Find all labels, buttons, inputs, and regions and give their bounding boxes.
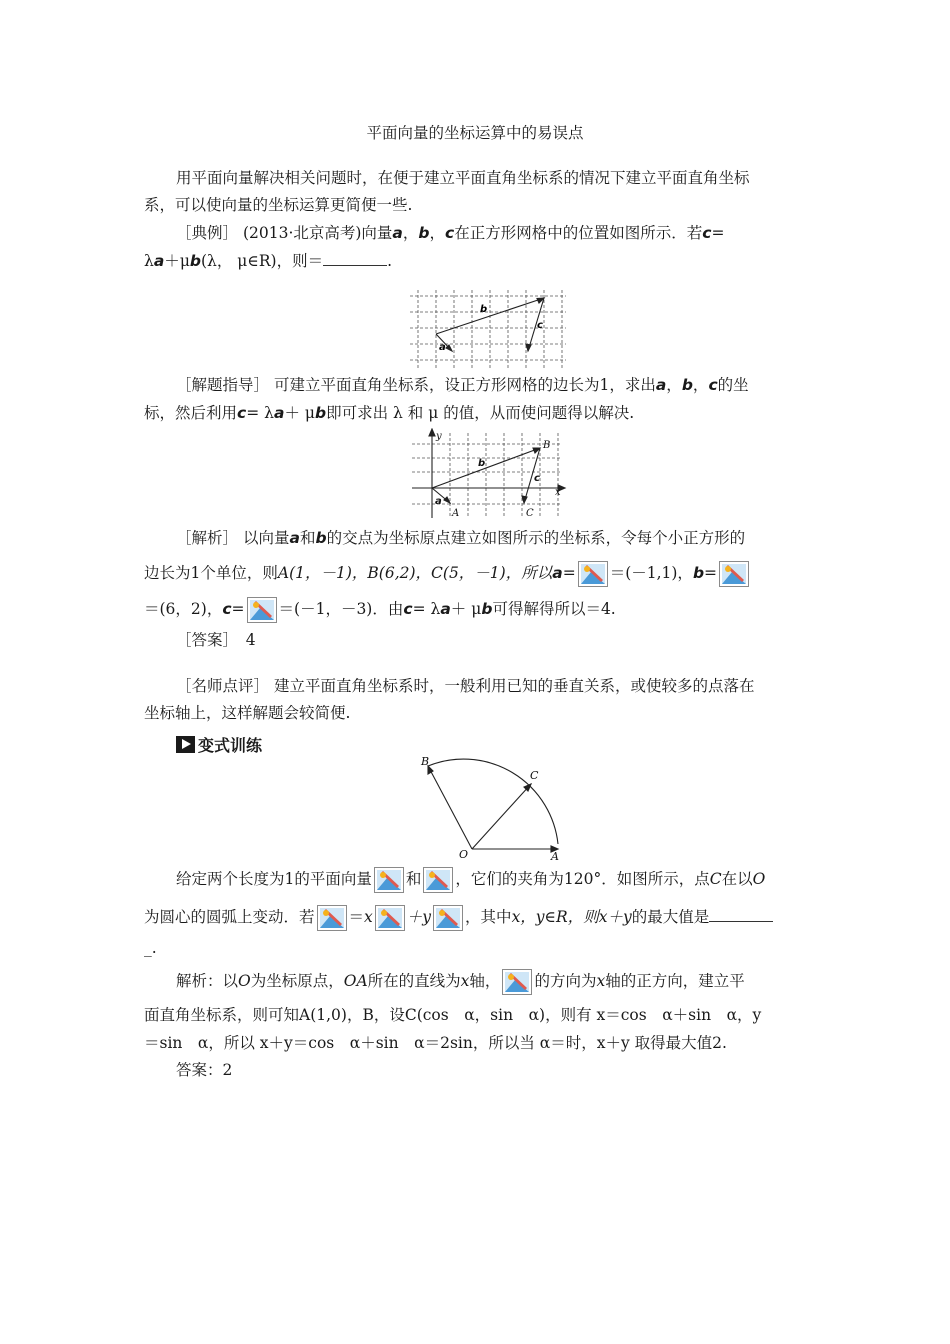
vector-b: b [681,376,693,394]
lambda: λ [144,252,154,270]
solution-text: 解析：以 [176,972,239,990]
equals: = [562,564,576,582]
vector-b: b [418,224,430,242]
point-O: O [238,972,251,990]
variant-heading-text: 变式训练 [198,736,263,755]
equals: = [231,600,245,618]
vector-b: b [692,564,705,582]
arrowhead [444,497,450,503]
problem-text: 为圆心的圆弧上变动．若 [144,908,315,926]
solution-line-2: 面直角坐标系，则可知A(1,0)，B，设C(cos α，sin α)，则有 x＝cos α＋sin α，y [144,1006,762,1024]
arrowhead [429,429,435,436]
label-b: b [480,304,488,315]
label-a: a [435,496,442,507]
broken-image-icon [578,561,608,587]
sep: ， [692,376,709,394]
broken-image-icon [247,597,277,623]
and: 和 [299,529,316,547]
analysis-line-2 [144,561,814,587]
lambda: λ [430,600,441,618]
problem-text: 给定两个长度为1的平面向量 [176,870,372,888]
broken-image-icon [719,561,749,587]
problem-text: 的最大值是 [631,908,710,926]
lambda: λ [264,404,274,422]
arrowhead [522,496,527,503]
example-line-2 [144,251,814,271]
example-condition: (λ， μ∈R)，则＝ [201,252,324,270]
solution-text: 轴， [469,972,501,990]
vector-b: b [315,529,327,547]
analysis-text: ＝(－1,1)， [609,564,693,582]
answer-blank [323,251,387,266]
var-x: x [596,972,606,990]
analysis-text: 的交点为坐标原点建立如图所示的坐标系，令每个小正方形的 [326,529,746,547]
label-c: c [537,320,543,331]
problem-line-3: _. [144,939,157,957]
sep: ， [402,224,419,242]
point-A: A(1，－1)， [277,564,368,582]
example-text: 在正方形网格中的位置如图所示．若 [454,224,703,242]
comment-line-1 [176,676,846,696]
vector-a: a [273,404,285,422]
label-C: C [530,769,539,782]
answer-2: 答案：2 [176,1061,233,1079]
sep: ， [666,376,682,394]
broken-image-icon [433,905,463,931]
label-B: B [421,755,430,768]
page-title: 平面向量的坐标运算中的易误点 [366,124,584,142]
guide-text: 标，然后利用 [144,404,238,422]
example-line-1 [176,223,846,243]
vector-OC [472,784,531,849]
guide-text: 可建立平面直角坐标系，设正方形网格的边长为1，求出 [273,376,656,394]
guide-line-1 [176,375,846,395]
equals: = [704,564,718,582]
label-A: A [452,508,460,519]
comment-text: 建立平面直角坐标系时，一般利用已知的垂直关系，或使较多的点落在 [273,677,755,695]
analysis-text: 边长为1个单位，则 [144,564,278,582]
label-x: x [555,487,561,498]
analysis-text: ＝(6，2)， [144,600,223,618]
analysis-line-3 [144,597,814,623]
broken-image-icon [375,905,405,931]
comment-line-2: 坐标轴上，这样解题会较简便. [144,704,351,722]
vector-c: c [237,404,247,422]
problem-text: ，其中 [465,908,512,926]
guide-line-2 [144,403,814,423]
answer-blank [709,907,773,922]
broken-image-icon [502,969,532,995]
guide-tag: ［解题指导］ [176,376,270,394]
vector-b: b [189,252,201,270]
vector-a: a [392,224,403,242]
vector-a: a [153,252,165,270]
arc-vector-figure [410,752,570,864]
label-a: a [439,342,446,353]
expr-x-plus-y: x＋y [598,908,632,926]
problem-text: ，它们的夹角为120°．如图所示，点 [455,870,710,888]
broken-image-icon [374,867,404,893]
vector-c: c [445,224,455,242]
vector-a: a [552,564,563,582]
grid-vector-figure [410,290,566,368]
vector-c: c [708,376,718,394]
solution-text: 轴的正方向，建立平 [605,972,745,990]
analysis-text: 可得解得所以＝4. [492,600,616,618]
play-icon [176,736,195,753]
vector-a: a [289,529,300,547]
guide-text: 的坐 [717,376,749,394]
label-b: b [478,458,486,469]
comment-tag: ［名师点评］ [176,677,270,695]
coordinate-grid-figure [412,428,570,520]
mu: μ [179,252,190,270]
intro-line-1: 用平面向量解决相关问题时，在便于建立平面直角坐标系的情况下建立平面直角坐标 [176,169,750,187]
vector-b: b [314,404,327,422]
and: 和 [405,870,422,888]
example-source: (2013·北京高考)向量 [242,224,393,242]
solution-line-1 [176,969,846,995]
plus: ＋ [164,252,180,270]
analysis-tag: ［解析］ [176,529,239,547]
vector-b-arrow [436,298,544,334]
answer-1: ［答案］ 4 [176,631,256,649]
point-C: C [709,870,722,888]
vector-c: c [222,600,232,618]
label-y: y [436,431,442,442]
var-x: x [364,908,373,926]
segment-OA: OA [343,972,368,990]
period: . [387,252,393,270]
example-tag: ［典例］ [176,224,239,242]
intro-line-2: 系，可以使向量的坐标运算更简便一些. [144,196,413,214]
solution-line-3: ＝sin α，所以 x＋y＝cos α＋sin α＝2sin，所以当 α＝时，x＋y 取得最大值2. [144,1034,727,1052]
broken-image-icon [317,905,347,931]
var-x: x [460,972,470,990]
analysis-line-1 [176,528,846,548]
vector-a: a [440,600,451,618]
plus: ＋ [450,600,467,618]
vector-OB [428,766,472,849]
equals: = [711,224,725,242]
variant-training-heading [176,733,262,756]
vector-c: c [403,600,413,618]
solution-text: 所在的直线为 [367,972,461,990]
analysis-text: ＝(－1，－3)．由 [278,600,404,618]
problem-text: 在以 [721,870,753,888]
circular-arc [428,759,558,844]
label-O: O [459,848,469,861]
guide-text: 即可求出 λ 和 μ 的值，从而使问题得以解决. [326,404,635,422]
arrowhead [526,344,531,351]
analysis-text: 以向量 [242,529,290,547]
problem-text: x，y∈R，则 [511,908,599,926]
label-C: C [526,508,534,519]
vector-c: c [702,224,712,242]
problem-line-1 [176,867,846,893]
equals: = [246,404,260,422]
equals: ＝ [348,908,365,926]
vector-b: b [481,600,493,618]
solution-text: 为坐标原点， [250,972,344,990]
point-C: C(5，－1)，所以 [431,564,553,582]
mu: μ [304,404,315,422]
problem-line-2 [144,905,814,931]
sep: ， [429,224,446,242]
point-O: O [752,870,766,888]
plus: ＋ [284,404,300,422]
broken-image-icon [423,867,453,893]
point-B: B(6,2)， [367,564,432,582]
mu: μ [471,600,482,618]
plus-y: ＋y [406,908,432,926]
vector-a: a [655,376,667,394]
equals: = [412,600,426,618]
label-B: B [543,440,551,451]
label-c: c [534,473,540,484]
solution-text: 的方向为 [534,972,597,990]
label-A: A [551,850,559,863]
